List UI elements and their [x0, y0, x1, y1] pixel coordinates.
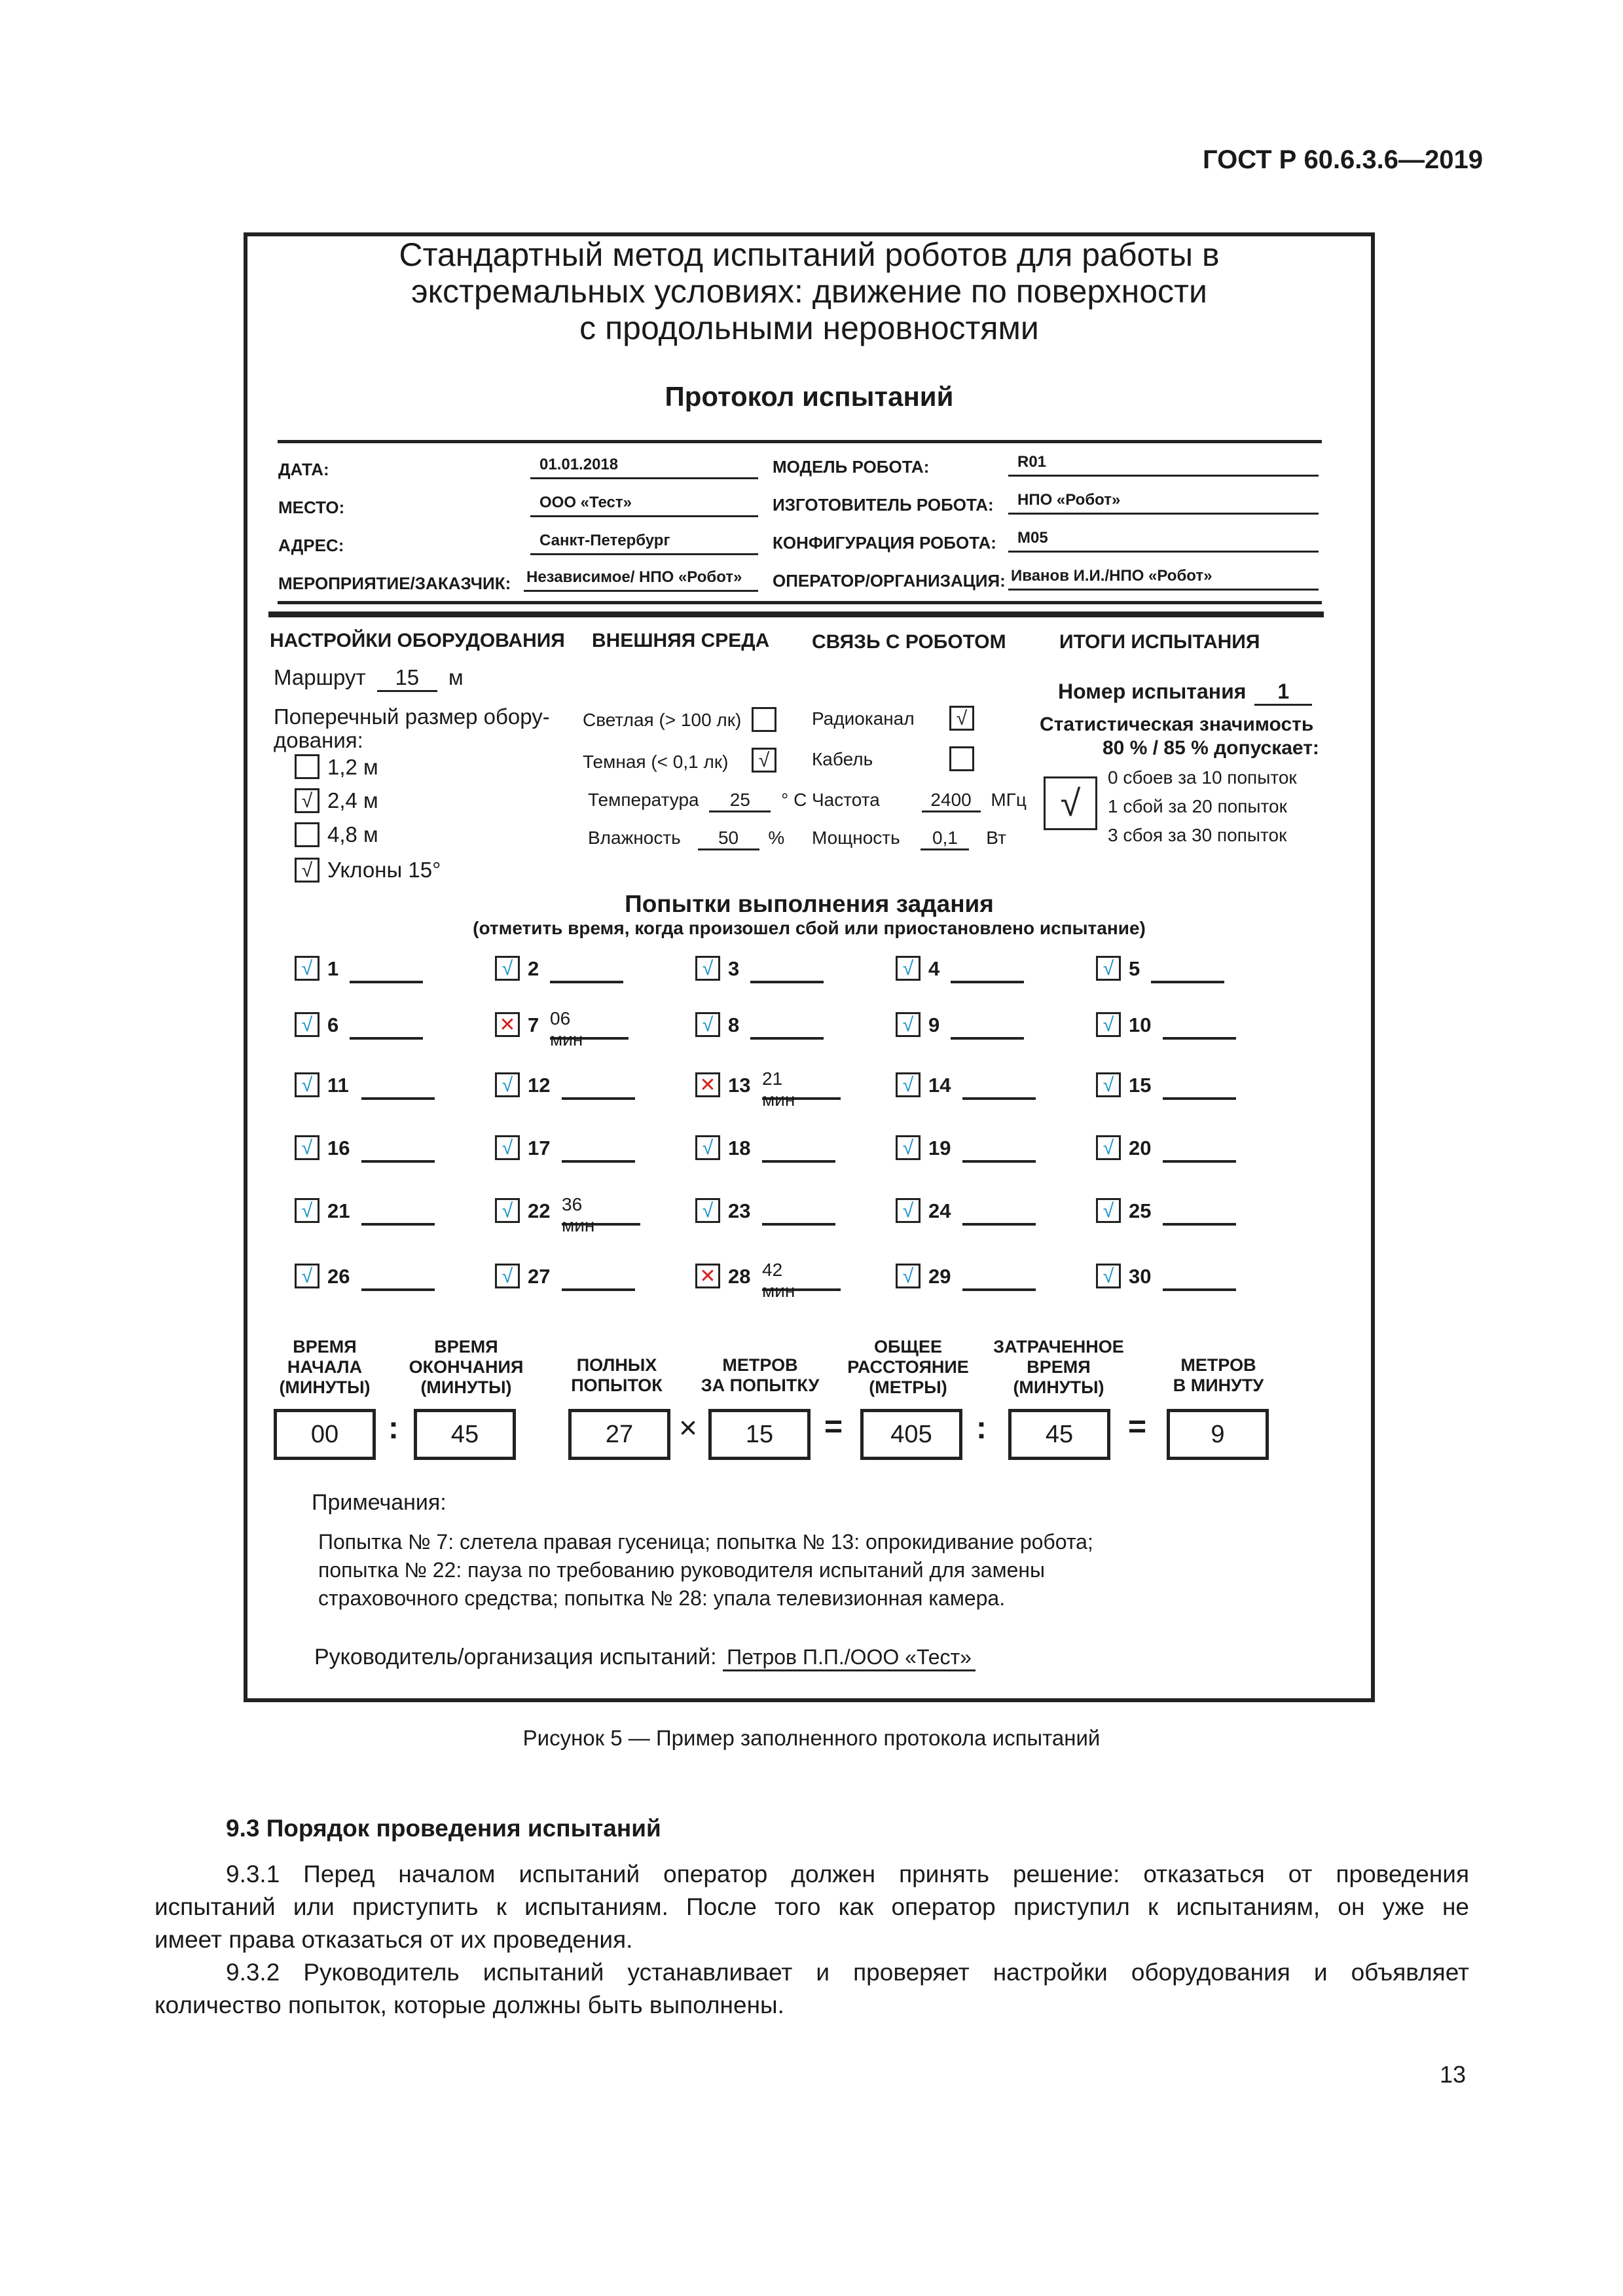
attempt-number: 6 [327, 1013, 339, 1036]
attempt-time-line[interactable] [951, 978, 1024, 983]
attempt-checkbox[interactable]: √ [295, 1264, 319, 1288]
header-line: РАССТОЯНИЕ [847, 1357, 969, 1377]
attempt-time-line[interactable] [962, 1286, 1036, 1291]
header-line: (МИНУТЫ) [279, 1377, 371, 1397]
header-line: МЕТРОВ [722, 1355, 798, 1375]
notes-label: Примечания: [312, 1490, 447, 1515]
frequency-value[interactable]: 2400 [922, 790, 981, 812]
attempt-checkbox[interactable]: √ [1096, 1135, 1121, 1160]
header-line: ОБЩЕЕ [874, 1337, 942, 1357]
attempt-checkbox[interactable]: √ [896, 1264, 921, 1288]
paragraph-line: 9.3.1 Перед началом испытаний оператор должен принять решение: отказаться от проведения [226, 1861, 1469, 1887]
test-number-row [1058, 680, 1312, 706]
section-heading: 9.3 Порядок проведения испытаний [226, 1815, 661, 1842]
paragraph-line: 9.3.2 Руководитель испытаний устанавливает и проверяет настройки оборудования и объявляет [226, 1959, 1469, 1986]
attempt-number: 2 [528, 957, 539, 980]
attempt-checkbox[interactable]: √ [295, 1135, 319, 1160]
frequency-unit: МГц [991, 790, 1027, 810]
comms-section-title: СВЯЗЬ С РОБОТОМ [812, 631, 1006, 653]
header-line: МЕТРОВ [1180, 1355, 1256, 1375]
header-line: ВРЕМЯ [434, 1337, 498, 1357]
form-title-line-1: Стандартный метод испытаний роботов для работы в [399, 236, 1220, 273]
humidity-value[interactable]: 50 [698, 828, 759, 850]
attempt-number: 22 [528, 1199, 551, 1222]
event-customer-field[interactable]: Независимое/ НПО «Робот» [524, 568, 758, 592]
attempts-title: Попытки выполнения задания [625, 890, 994, 917]
attempt-number: 17 [528, 1137, 551, 1159]
attempt-number: 8 [728, 1013, 740, 1036]
total-distance-box[interactable]: 405 [860, 1409, 962, 1460]
attempt-time-line[interactable] [1163, 1095, 1236, 1100]
end-time-box[interactable]: 45 [414, 1409, 516, 1460]
route-unit: м [448, 665, 464, 689]
attempt-checkbox[interactable]: √ [695, 1012, 720, 1037]
size-1-2-label: 1,2 м [327, 755, 378, 779]
power-value[interactable]: 0,1 [921, 828, 969, 850]
attempt-number: 18 [728, 1137, 751, 1159]
robot-model-label: МОДЕЛЬ РОБОТА: [773, 457, 930, 477]
attempt-checkbox[interactable]: √ [896, 956, 921, 981]
header-line: ЗАТРАЧЕННОЕ [993, 1337, 1124, 1357]
cable-label: Кабель [812, 749, 873, 769]
size-2-4-label: 2,4 м [327, 788, 378, 812]
attempt-number: 1 [327, 957, 339, 980]
attempt-checkbox[interactable]: √ [896, 1012, 921, 1037]
start-time-box[interactable]: 00 [274, 1409, 376, 1460]
stat-option-1: 0 сбоев за 10 попыток [1108, 767, 1297, 788]
date-field[interactable]: 01.01.2018 [530, 456, 758, 479]
attempt-checkbox[interactable]: √ [695, 956, 720, 981]
attempt-number: 20 [1129, 1137, 1152, 1159]
form-title-line-3: с продольными неровностями [579, 310, 1039, 346]
attempt-time-line[interactable] [962, 1157, 1036, 1163]
attempt-number: 19 [928, 1137, 951, 1159]
attempt-number: 16 [327, 1137, 350, 1159]
attempt-time-line[interactable] [361, 1220, 435, 1226]
humidity-row [588, 828, 784, 850]
attempt-time-note: 36 мин [562, 1194, 595, 1235]
attempt-checkbox[interactable]: √ [896, 1198, 921, 1223]
attempt-number: 28 [728, 1265, 751, 1288]
power-row [812, 828, 1006, 850]
header-line: В МИНУТУ [1173, 1376, 1264, 1395]
dark-checkbox[interactable]: √ [752, 748, 776, 773]
attempt-number: 11 [327, 1074, 349, 1097]
header-line: НАЧАЛА [287, 1357, 363, 1377]
attempt-time-line[interactable] [1163, 1286, 1236, 1291]
attempt-checkbox[interactable]: √ [896, 1072, 921, 1097]
operator-equals-1: = [824, 1410, 843, 1444]
radio-label: Радиоканал [812, 708, 915, 729]
page-number: 13 [1439, 2061, 1466, 2088]
stat-option-3: 3 сбоя за 30 попыток [1108, 825, 1287, 845]
full-attempts-header [566, 1355, 668, 1396]
header-line: ПОЛНЫХ [576, 1355, 657, 1375]
attempt-checkbox[interactable]: √ [295, 956, 319, 981]
place-label: МЕСТО: [278, 498, 345, 517]
stat-option-2: 1 сбой за 20 попыток [1108, 796, 1287, 816]
attempt-checkbox[interactable]: √ [1096, 1264, 1121, 1288]
humidity-label: Влажность [588, 828, 681, 848]
operator-field[interactable]: Иванов И.И./НПО «Робот» [1008, 567, 1319, 591]
meters-per-attempt-header [693, 1355, 828, 1396]
light-label: Светлая (> 100 лк) [583, 710, 742, 730]
meters-per-minute-header [1164, 1355, 1273, 1396]
frequency-label: Частота [812, 790, 880, 810]
size-4-8-label: 4,8 м [327, 822, 378, 847]
notes-line-1: Попытка № 7: слетела правая гусеница; попытка № 13: опрокидивание робота; [318, 1530, 1093, 1554]
operator-label: ОПЕРАТОР/ОРГАНИЗАЦИЯ: [773, 571, 1006, 591]
attempt-checkbox[interactable]: √ [695, 1198, 720, 1223]
notes-line-3: страховочного средства; попытка № 28: упала телевизионная камера. [318, 1586, 1006, 1610]
attempt-number: 5 [1129, 957, 1140, 980]
start-time-header [274, 1337, 376, 1398]
attempt-number: 26 [327, 1265, 350, 1288]
attempt-checkbox[interactable]: √ [495, 956, 520, 981]
robot-config-field[interactable]: M05 [1008, 529, 1319, 553]
size-1-2-checkbox[interactable] [295, 754, 319, 779]
attempt-number: 15 [1129, 1074, 1152, 1097]
attempts-subtitle: (отметить время, когда произошел сбой или приостановлено испытание) [473, 918, 1146, 938]
results-section-title: ИТОГИ ИСПЫТАНИЯ [1059, 631, 1260, 653]
attempt-checkbox[interactable]: √ [695, 1135, 720, 1160]
attempt-time-line[interactable] [1151, 978, 1224, 983]
attempt-time-line[interactable] [562, 1157, 635, 1163]
stat-significance-checkbox[interactable]: √ [1044, 776, 1097, 830]
size-label-2: дования: [274, 728, 363, 752]
meters-per-attempt-box[interactable]: 15 [708, 1409, 811, 1460]
attempt-checkbox[interactable]: √ [295, 1072, 319, 1097]
slopes-label: Уклоны 15° [327, 858, 441, 882]
elapsed-time-header [983, 1337, 1134, 1398]
attempt-number: 13 [728, 1074, 751, 1097]
attempt-number: 10 [1129, 1013, 1152, 1036]
route-label: Маршрут [274, 665, 366, 689]
supervisor-label: Руководитель/организация испытаний: [314, 1645, 717, 1669]
robot-config-label: КОНФИГУРАЦИЯ РОБОТА: [773, 533, 996, 553]
attempt-time-line[interactable] [1163, 1157, 1236, 1163]
test-number-label: Номер испытания [1058, 680, 1247, 703]
operator-divide-2: : [976, 1411, 987, 1446]
power-unit: Вт [986, 828, 1006, 848]
header-line: ОКОНЧАНИЯ [409, 1357, 524, 1377]
attempt-checkbox[interactable]: √ [896, 1135, 921, 1160]
stat-significance-line-1: Статистическая значимость [1040, 714, 1314, 735]
attempt-time-line[interactable] [350, 978, 423, 983]
attempt-time-line[interactable] [562, 1095, 635, 1100]
attempt-checkbox[interactable]: √ [1096, 1198, 1121, 1223]
attempt-checkbox[interactable]: √ [495, 1072, 520, 1097]
attempt-checkbox[interactable]: √ [1096, 956, 1121, 981]
attempt-number: 23 [728, 1199, 751, 1222]
equipment-section-title: НАСТРОЙКИ ОБОРУДОВАНИЯ [270, 630, 565, 651]
operator-divide-1: : [388, 1411, 399, 1446]
attempt-checkbox[interactable]: √ [1096, 1072, 1121, 1097]
end-time-header [402, 1337, 530, 1398]
header-line: ЗА ПОПЫТКУ [701, 1376, 820, 1395]
attempt-time-line[interactable] [1163, 1034, 1236, 1040]
attempt-number: 12 [528, 1074, 551, 1097]
attempt-time-line[interactable] [951, 1034, 1024, 1040]
attempt-time-line[interactable] [762, 1157, 835, 1163]
size-4-8-checkbox[interactable] [295, 822, 319, 847]
route-row [274, 665, 464, 692]
standard-number: ГОСТ Р 60.6.3.6—2019 [1202, 145, 1483, 174]
attempt-time-line[interactable] [562, 1286, 635, 1291]
attempt-time-line[interactable] [361, 1095, 435, 1100]
header-rule-top [278, 440, 1322, 443]
elapsed-time-box[interactable]: 45 [1008, 1409, 1110, 1460]
attempt-time-note: 06 мин [550, 1008, 583, 1049]
temperature-row [588, 790, 807, 812]
cable-checkbox[interactable] [949, 746, 974, 771]
power-label: Мощность [812, 828, 900, 848]
attempt-number: 24 [928, 1199, 951, 1222]
event-customer-label: МЕРОПРИЯТИЕ/ЗАКАЗЧИК: [278, 574, 511, 593]
route-value[interactable]: 15 [377, 665, 437, 692]
paragraph-line: испытаний или приступить к испытаниям. После того как оператор приступил к испытаниям, он уже не [155, 1893, 1469, 1920]
robot-manufacturer-label: ИЗГОТОВИТЕЛЬ РОБОТА: [773, 495, 994, 515]
environment-section-title: ВНЕШНЯЯ СРЕДА [592, 630, 770, 651]
attempt-checkbox[interactable]: √ [495, 1135, 520, 1160]
attempt-number: 4 [928, 957, 940, 980]
temperature-unit: ° С [781, 790, 807, 810]
header-line: ПОПЫТОК [571, 1376, 663, 1395]
attempt-number: 30 [1129, 1265, 1152, 1288]
paragraph-line: имеет права отказаться от их проведения. [155, 1926, 633, 1953]
attempt-time-line[interactable] [550, 978, 623, 983]
operator-multiply: × [678, 1411, 698, 1446]
attempt-time-line[interactable] [750, 978, 824, 983]
robot-model-field[interactable]: R01 [1008, 453, 1319, 477]
header-line: (МЕТРЫ) [869, 1377, 947, 1397]
attempt-time-line[interactable] [350, 1034, 423, 1040]
date-label: ДАТА: [278, 460, 329, 479]
temperature-label: Температура [588, 790, 699, 810]
attempt-time-line[interactable] [962, 1220, 1036, 1226]
radio-checkbox[interactable]: √ [949, 706, 974, 731]
attempt-number: 25 [1129, 1199, 1152, 1222]
address-label: АДРЕС: [278, 536, 344, 555]
attempt-number: 27 [528, 1265, 551, 1288]
attempt-checkbox[interactable]: ✕ [695, 1264, 720, 1288]
attempt-checkbox[interactable]: √ [495, 1264, 520, 1288]
temperature-value[interactable]: 25 [709, 790, 771, 812]
address-field[interactable]: Санкт-Петербург [530, 532, 758, 555]
attempt-number: 21 [327, 1199, 350, 1222]
meters-per-minute-box[interactable]: 9 [1167, 1409, 1269, 1460]
header-line: ВРЕМЯ [1027, 1357, 1091, 1377]
header-rule-bottom-2 [268, 611, 1324, 617]
stat-significance-line-2: 80 % / 85 % допускает: [1103, 737, 1319, 759]
header-rule-bottom-1 [278, 601, 1322, 604]
place-field[interactable]: ООО «Тест» [530, 494, 758, 517]
humidity-unit: % [768, 828, 785, 848]
figure-caption: Рисунок 5 — Пример заполненного протокола испытаний [522, 1726, 1101, 1750]
attempt-checkbox[interactable]: √ [295, 1012, 319, 1037]
slopes-checkbox[interactable]: √ [295, 858, 319, 883]
attempt-number: 3 [728, 957, 740, 980]
attempt-number: 29 [928, 1265, 951, 1288]
robot-manufacturer-field[interactable]: НПО «Робот» [1008, 491, 1319, 515]
full-attempts-box[interactable]: 27 [568, 1409, 670, 1460]
header-line: (МИНУТЫ) [1013, 1377, 1104, 1397]
header-line: ВРЕМЯ [293, 1337, 357, 1357]
attempt-checkbox[interactable]: √ [295, 1198, 319, 1223]
supervisor-row [314, 1645, 976, 1671]
notes-line-2: попытка № 22: пауза по требованию руководителя испытаний для замены [318, 1558, 1046, 1582]
attempt-checkbox[interactable]: ✕ [695, 1072, 720, 1097]
attempt-time-note: 42 мин [762, 1260, 795, 1301]
attempt-number: 7 [528, 1013, 539, 1036]
frequency-row [812, 790, 1027, 812]
attempt-time-line[interactable] [361, 1286, 435, 1291]
operator-equals-2: = [1127, 1410, 1147, 1444]
protocol-title: Протокол испытаний [665, 381, 954, 412]
notes-text [318, 1528, 1093, 1613]
supervisor-value[interactable]: Петров П.П./ООО «Тест» [723, 1645, 976, 1671]
attempt-time-line[interactable] [750, 1034, 824, 1040]
header-line: (МИНУТЫ) [420, 1377, 512, 1397]
size-label-1: Поперечный размер обору- [274, 704, 550, 729]
attempt-time-note: 21 мин [762, 1068, 795, 1110]
attempt-number: 9 [928, 1013, 940, 1036]
size-2-4-checkbox[interactable]: √ [295, 788, 319, 813]
total-distance-header [839, 1337, 977, 1398]
dark-label: Темная (< 0,1 лк) [583, 752, 729, 772]
attempt-checkbox[interactable]: √ [1096, 1012, 1121, 1037]
attempt-checkbox[interactable]: ✕ [495, 1012, 520, 1037]
attempt-time-line[interactable] [1163, 1220, 1236, 1226]
form-title-line-2: экстремальных условиях: движение по поверхности [411, 273, 1207, 310]
attempt-time-line[interactable] [762, 1220, 835, 1226]
test-number-value[interactable]: 1 [1254, 680, 1312, 706]
attempt-time-line[interactable] [361, 1157, 435, 1163]
paragraph-9-3-2 [155, 1956, 1469, 2022]
attempt-number: 14 [928, 1074, 951, 1097]
light-checkbox[interactable] [752, 707, 776, 732]
paragraph-9-3-1 [155, 1858, 1469, 1956]
attempt-time-line[interactable] [962, 1095, 1036, 1100]
paragraph-line: количество попыток, которые должны быть выполнены. [155, 1992, 784, 2018]
attempt-checkbox[interactable]: √ [495, 1198, 520, 1223]
